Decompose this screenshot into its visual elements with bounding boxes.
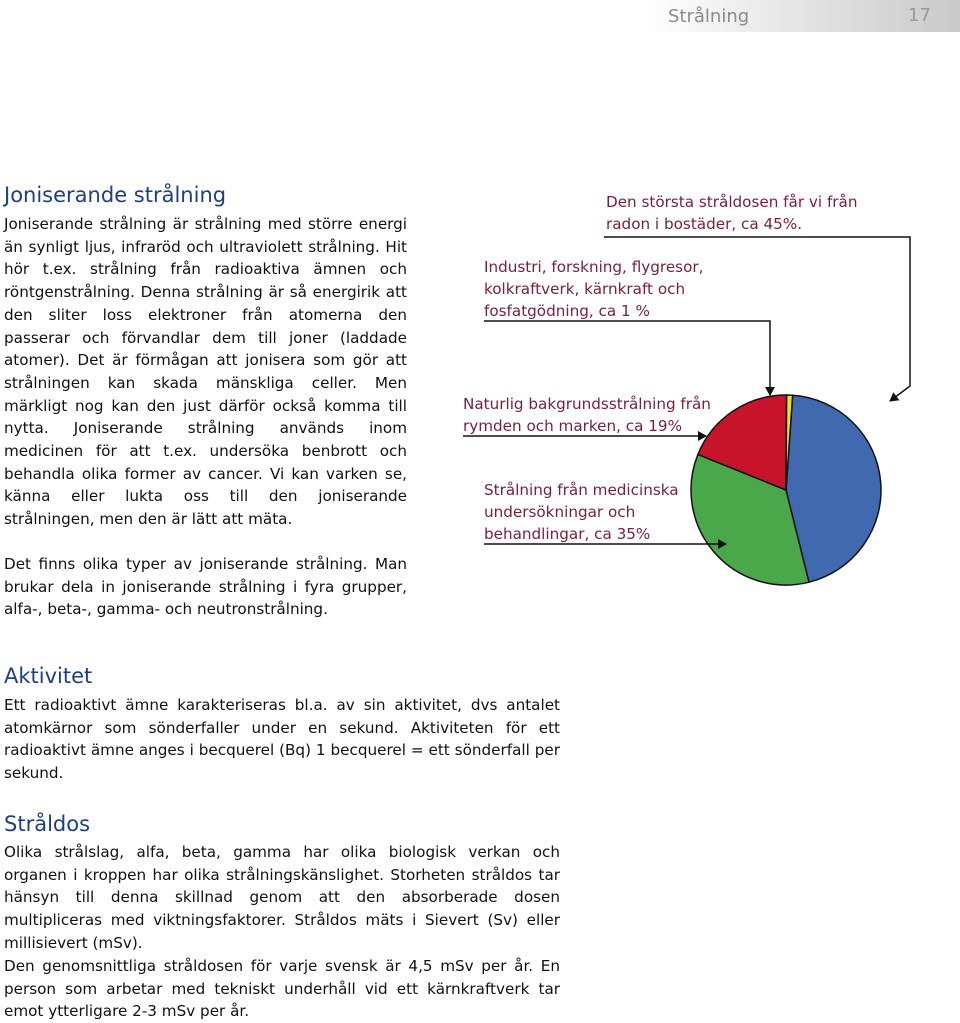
ionizing-paragraph-2: Det finns olika typer av joniserande strålning. Man brukar dela in joniserande strålning i fyra grupper, alfa-, beta-, gamma- och neutronstrålning.: [4, 555, 407, 619]
dose-paragraph-2: Den genomsnittliga stråldosen för varje svensk är 4,5 mSv per år. En person som arbetar med tekniskt underhåll vid ett kärnkraftverk tar emot ytterligare 2-3 mSv per år.: [4, 957, 560, 1021]
dose-paragraph-1: Olika strålslag, alfa, beta, gamma har olika biologisk verkan och organen i kroppen har olika strålningskänslighet. Storheten stråldos tar hänsyn till denna skillnad genom att den absorberade dosen multipliceras med viktningsfaktorer. Stråldos mäts i Sievert (Sv) eller millisievert (mSv).: [4, 843, 560, 952]
chart-label-medical-line-2: undersökningar och: [484, 503, 636, 521]
chart-label-industry-line-2: kolkraftverk, kärnkraft och: [484, 280, 686, 298]
heading-radiation-dose: Stråldos: [4, 812, 91, 836]
chart-label-medical-line-3: behandlingar, ca 35%: [484, 525, 651, 543]
heading-activity: Aktivitet: [4, 664, 93, 688]
leader-line-radon: [604, 237, 910, 401]
chart-label-background-line-1: Naturlig bakgrundsstrålning från: [463, 395, 711, 413]
chart-label-industry-line-1: Industri, forskning, flygresor,: [484, 258, 704, 276]
running-header-title: Strålning: [668, 6, 750, 27]
activity-paragraph: Ett radioaktivt ämne karakteriseras bl.a. av sin aktivitet, dvs antalet atomkärnor som sönderfaller under en sekund. Aktiviteten för ett radioaktivt ämne anges i becquerel (Bq) 1 becquerel = ett sönderfall per sekund.: [4, 696, 560, 783]
heading-ionizing-radiation: Joniserande strålning: [4, 183, 227, 207]
page-number: 17: [908, 5, 931, 26]
chart-label-medical-line-1: Strålning från medicinska: [484, 481, 679, 499]
chart-label-industry-line-3: fosfatgödning, ca 1 %: [484, 302, 650, 320]
chart-label-radon-line-2: radon i bostäder, ca 45%.: [606, 215, 803, 233]
chart-label-radon-line-1: Den största stråldosen får vi från: [606, 193, 858, 211]
chart-label-background-line-2: rymden och marken, ca 19%: [463, 417, 683, 435]
leader-line-industry: [484, 321, 770, 395]
ionizing-paragraph-1: Joniserande strålning är strålning med större energi än synligt ljus, infraröd och ultraviolett strålning. Hit hör t.ex. strålning från radioaktiva ämnen och röntgenstrålning. Denna strålning är så energirik att den sliter loss elektroner från atomerna den passerar och förvandlar dem till joner (laddade atomer). Det är förmågan att jonisera som gör att strålningen kan skada mänskliga celler. Men märkligt nog kan den just därför också komma till nytta. Joniserande strålning används inom medicinen för att t.ex. undersöka benbrott och behandla olika former av cancer. Vi kan varken se, känna eller lukta oss till den joniserande strålningen, men den är lätt att mäta.: [4, 215, 407, 529]
